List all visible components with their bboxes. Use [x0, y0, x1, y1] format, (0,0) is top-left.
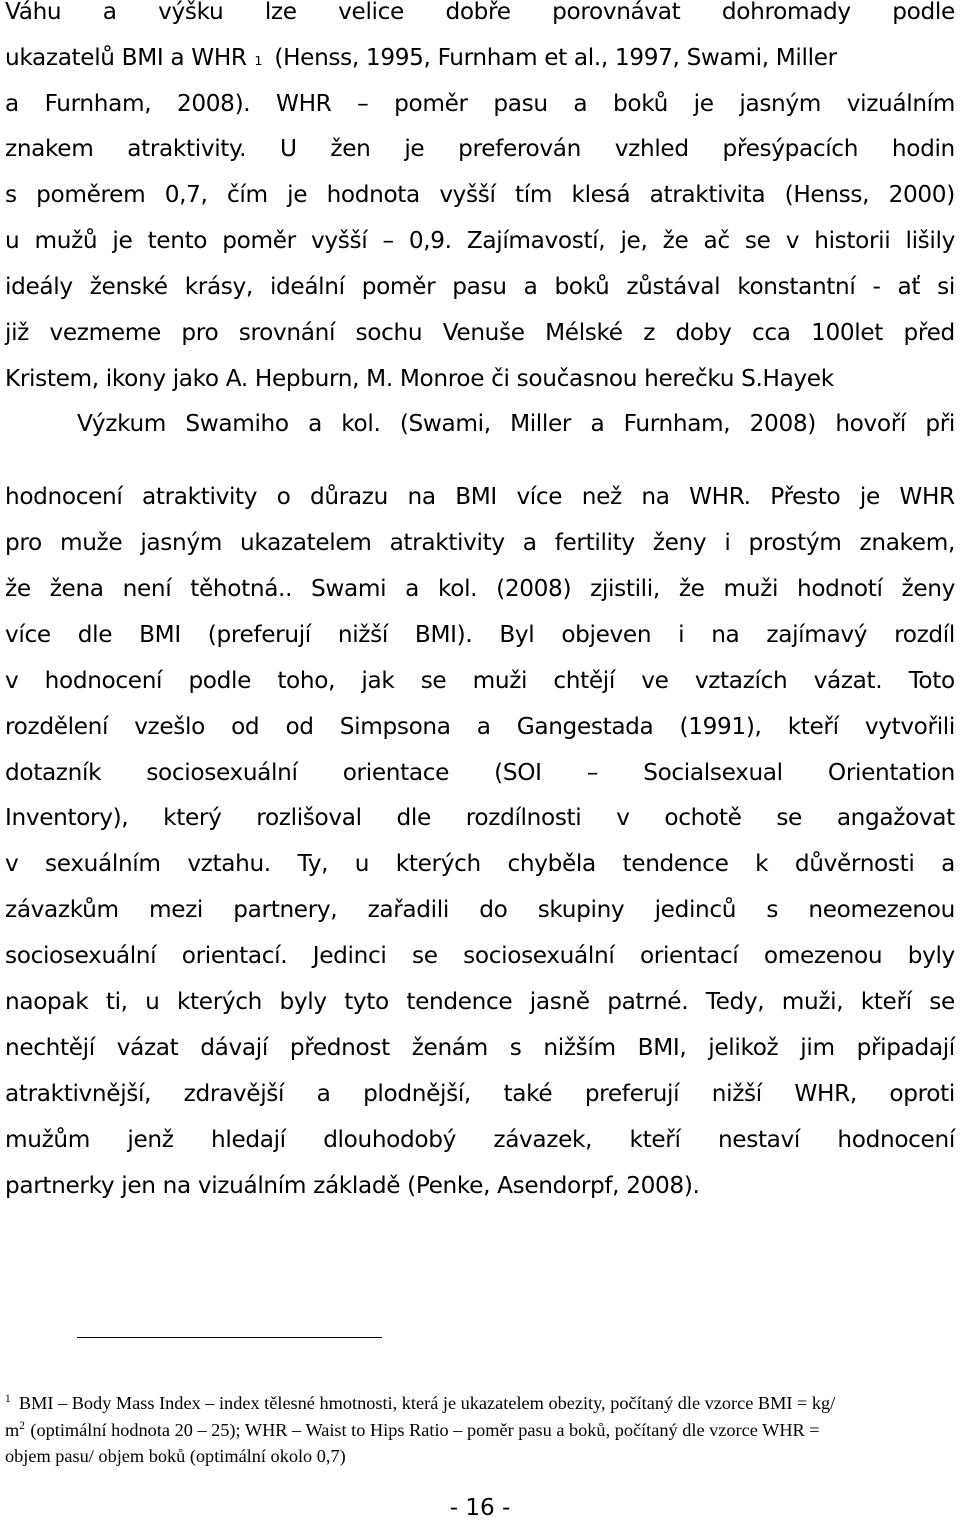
- word: si: [937, 273, 955, 300]
- word: sochu: [355, 319, 423, 346]
- word: a: [308, 410, 322, 437]
- word: jenž: [127, 1126, 174, 1153]
- word: vezmeme: [49, 319, 161, 346]
- word: omezenou: [763, 942, 883, 969]
- word: neomezenou: [808, 896, 955, 923]
- word: než: [581, 483, 622, 510]
- word: zajímavý: [766, 621, 868, 648]
- text-line: [5, 893, 955, 927]
- word: při: [925, 410, 955, 437]
- text-line: [5, 756, 955, 790]
- text-line: Kristem, ikony jako A. Hepburn, M. Monroe či současnou herečku S.Hayek: [5, 365, 834, 392]
- word: 2000): [888, 181, 955, 208]
- word: na: [407, 483, 436, 510]
- word: o: [276, 483, 291, 510]
- word: hodin: [891, 135, 955, 162]
- word: –: [357, 90, 369, 117]
- word: nestaví: [717, 1126, 801, 1153]
- word: toho,: [277, 667, 336, 694]
- word: těhotná..: [190, 575, 293, 602]
- text-segment: ukazatelů BMI a WHR: [5, 44, 247, 71]
- word: chtějí: [553, 667, 615, 694]
- word: srovnání: [238, 319, 336, 346]
- word: ať: [897, 273, 921, 300]
- word: sociosexuální: [5, 942, 157, 969]
- text-line: [5, 939, 955, 973]
- word: jasně: [529, 988, 590, 1015]
- word: se: [412, 942, 438, 969]
- word: vázat: [116, 1034, 179, 1061]
- word: je,: [620, 227, 648, 254]
- text-line: [5, 316, 955, 350]
- word: podle: [188, 667, 252, 694]
- word: nižší: [711, 1080, 762, 1107]
- word: znakem,: [859, 529, 955, 556]
- word: závazkům: [5, 896, 119, 923]
- word: nechtějí: [5, 1034, 95, 1061]
- text-line: [5, 572, 955, 606]
- word: v: [616, 804, 630, 831]
- word: sociosexuální: [463, 942, 615, 969]
- word: u: [354, 850, 370, 877]
- word: mezi: [148, 896, 204, 923]
- page-number: - 16 -: [449, 1495, 511, 1521]
- word: objeven: [561, 621, 652, 648]
- word: Jedinci: [312, 942, 387, 969]
- word: tento: [147, 227, 208, 254]
- word: zjistili,: [590, 575, 660, 602]
- word: se: [929, 988, 955, 1015]
- footnote-segment: [5, 1418, 820, 1442]
- word: se: [744, 227, 771, 254]
- footnote-line: objem pasu/ objem boků (optimální okolo 0,7): [5, 1446, 346, 1466]
- word: u: [5, 227, 20, 254]
- word: zařadili: [367, 896, 449, 923]
- word: hodnocení: [44, 667, 163, 694]
- word: přesýpacích: [722, 135, 859, 162]
- word: a: [316, 1080, 331, 1107]
- word: BMI).: [414, 621, 473, 648]
- word: na: [711, 621, 740, 648]
- word: v: [785, 227, 800, 254]
- word: pasu: [452, 273, 507, 300]
- word: ženy: [652, 529, 707, 556]
- word: Výzkum: [77, 410, 167, 437]
- word: a: [5, 90, 19, 117]
- word: s: [5, 181, 17, 208]
- word: cca: [751, 319, 791, 346]
- footnote-line: [5, 1418, 955, 1442]
- word: sociosexuální: [146, 759, 298, 786]
- word: muži: [723, 575, 779, 602]
- word: Gangestada: [516, 713, 654, 740]
- word: a: [405, 575, 420, 602]
- word: Swami: [311, 575, 387, 602]
- word: Furnham,: [44, 90, 152, 117]
- word: nižším: [543, 1034, 616, 1061]
- word: z: [643, 319, 656, 346]
- word: do: [479, 896, 508, 923]
- word: ti,: [105, 988, 128, 1015]
- word: kterých: [395, 850, 481, 877]
- word: kterých: [176, 988, 263, 1015]
- word: rozlišoval: [256, 804, 362, 831]
- word: porovnávat: [552, 0, 681, 25]
- footnote-text: m: [5, 1420, 20, 1440]
- word: Váhu: [5, 0, 62, 25]
- word: orientace: [342, 759, 450, 786]
- word: u: [145, 988, 160, 1015]
- word: sexuálním: [45, 850, 161, 877]
- word: od: [285, 713, 314, 740]
- word: důrazu: [310, 483, 388, 510]
- word: že: [5, 575, 31, 602]
- word: poměrem: [36, 181, 146, 208]
- word: WHR,: [794, 1080, 857, 1107]
- word: závazek,: [493, 1126, 593, 1153]
- word: jim: [800, 1034, 835, 1061]
- word: angažovat: [836, 804, 955, 831]
- word: 2008): [749, 410, 816, 437]
- word: WHR: [276, 90, 332, 117]
- word: s: [766, 896, 779, 923]
- word: jak: [361, 667, 395, 694]
- word: fertility: [554, 529, 635, 556]
- word: –: [382, 227, 394, 254]
- word: je: [287, 181, 308, 208]
- word: 0,9.: [408, 227, 452, 254]
- word: muži,: [781, 988, 844, 1015]
- word: hodnocení: [837, 1126, 955, 1153]
- word: poměr: [222, 227, 296, 254]
- word: partnery,: [233, 896, 338, 923]
- footnote-line: [5, 1391, 955, 1415]
- word: že: [662, 227, 689, 254]
- word: zůstával: [626, 273, 721, 300]
- word: skupiny: [537, 896, 625, 923]
- footnote-superscript: 2: [19, 1419, 25, 1432]
- word: dle: [396, 804, 431, 831]
- word: oproti: [889, 1080, 955, 1107]
- text-line: [5, 132, 955, 166]
- word: WHR.: [689, 483, 751, 510]
- word: i: [678, 621, 685, 648]
- word: chyběla: [507, 850, 596, 877]
- word: Venuše: [442, 319, 525, 346]
- word: BMI: [455, 483, 497, 510]
- word: důvěrnosti: [794, 850, 915, 877]
- word: není: [122, 575, 172, 602]
- word: 2008).: [176, 90, 251, 117]
- footnote-text: (optimální hodnota 20 – 25); WHR – Waist to Hips Ratio – poměr pasu a boků, počítaný dle vzorce WHR =: [30, 1420, 820, 1440]
- word: muže: [59, 529, 123, 556]
- word: více: [516, 483, 563, 510]
- word: -: [872, 273, 881, 300]
- word: boků: [613, 90, 668, 117]
- text-line: [5, 1123, 955, 1157]
- word: konstantní: [737, 273, 856, 300]
- word: (Henss,: [784, 181, 870, 208]
- word: 100let: [811, 319, 884, 346]
- word: preferují: [584, 1080, 680, 1107]
- word: hodnotí: [797, 575, 883, 602]
- word: dávají: [200, 1034, 268, 1061]
- text-line: [5, 178, 955, 212]
- word: se: [776, 804, 802, 831]
- word: i: [724, 529, 731, 556]
- word: hovoří: [835, 410, 906, 437]
- word: vztazích: [694, 667, 788, 694]
- word: lišily: [905, 227, 955, 254]
- word: pro: [181, 319, 219, 346]
- word: a: [590, 410, 605, 437]
- word: je: [693, 90, 714, 117]
- word: Zajímavostí,: [466, 227, 606, 254]
- word: jelikož: [708, 1034, 779, 1061]
- word: Simpsona: [339, 713, 451, 740]
- word: že: [678, 575, 705, 602]
- word: vzešlo: [134, 713, 205, 740]
- word: pasu: [493, 90, 548, 117]
- word: je: [404, 135, 425, 162]
- word: vázat.: [813, 667, 883, 694]
- word: (2008): [496, 575, 572, 602]
- word: pro: [5, 529, 42, 556]
- text-line: [5, 480, 955, 514]
- word: a: [941, 850, 955, 877]
- word: orientací.: [181, 942, 288, 969]
- word: hodnocení: [5, 483, 123, 510]
- word: více: [5, 621, 51, 648]
- text-segment: (Henss, 1995, Furnham et al., 1997, Swami, Miller: [274, 44, 837, 71]
- word: vytvořili: [864, 713, 955, 740]
- text-line: [5, 1077, 955, 1111]
- word: poměr: [361, 273, 436, 300]
- word: Toto: [908, 667, 955, 694]
- word: Orientation: [827, 759, 955, 786]
- word: Furnham,: [623, 410, 731, 437]
- word: kteří: [629, 1126, 681, 1153]
- word: kteří: [860, 988, 912, 1015]
- word: boků: [554, 273, 610, 300]
- word: ženy: [901, 575, 955, 602]
- word: lze: [264, 0, 297, 25]
- word: také: [503, 1080, 553, 1107]
- word: se: [420, 667, 447, 694]
- word: Swamiho: [185, 410, 289, 437]
- text-line: [5, 801, 955, 835]
- word: poměr: [394, 90, 468, 117]
- word: rozdílnosti: [465, 804, 582, 831]
- footnote-segment: [5, 1391, 835, 1415]
- text-line: [5, 0, 955, 29]
- word: byly: [907, 942, 955, 969]
- word: atraktivita: [649, 181, 766, 208]
- word: atraktivnější,: [5, 1080, 152, 1107]
- word: mužům: [5, 1126, 90, 1153]
- word: hledají: [211, 1126, 286, 1153]
- word: připadají: [856, 1034, 955, 1061]
- word: Byl: [499, 621, 535, 648]
- word: ženské: [89, 273, 168, 300]
- text-line: partnerky jen na vizuálním základě (Penke, Asendorpf, 2008).: [5, 1172, 700, 1199]
- word: kteří: [787, 713, 839, 740]
- word: ideální: [269, 273, 345, 300]
- word: (Swami,: [399, 410, 491, 437]
- word: žen: [330, 135, 371, 162]
- word: klesá: [571, 181, 631, 208]
- word: BMI: [139, 621, 181, 648]
- word: atraktivity: [142, 483, 258, 510]
- word: WHR: [899, 483, 955, 510]
- word: Mélské: [545, 319, 623, 346]
- word: od: [231, 713, 260, 740]
- word: znakem: [5, 135, 94, 162]
- word: hodnota: [326, 181, 420, 208]
- word: velice: [338, 0, 404, 25]
- word: zdravější: [183, 1080, 285, 1107]
- word: tím: [515, 181, 553, 208]
- word: žena: [49, 575, 104, 602]
- word: dohromady: [721, 0, 851, 25]
- word: ideály: [5, 273, 73, 300]
- text-line: ukazatelů BMI a WHR 1 (Henss, 1995, Furnham et al., 1997, Swami, Miller: [5, 41, 955, 75]
- word: rozdíl: [894, 621, 955, 648]
- word: v: [5, 667, 19, 694]
- word: Inventory),: [5, 804, 129, 831]
- word: –: [586, 759, 599, 786]
- word: nižší: [337, 621, 388, 648]
- word: vztahu.: [187, 850, 271, 877]
- text-line: [5, 847, 955, 881]
- word: Tedy,: [705, 988, 765, 1015]
- word: je: [112, 227, 133, 254]
- text-line: [77, 407, 955, 441]
- word: orientací: [639, 942, 739, 969]
- word: Socialsexual: [643, 759, 783, 786]
- word: jasným: [140, 529, 222, 556]
- footnote-marker: 1: [5, 1392, 11, 1405]
- word: historii: [814, 227, 891, 254]
- word: tendence: [406, 988, 513, 1015]
- word: vyšší: [439, 181, 496, 208]
- word: mužů: [34, 227, 98, 254]
- word: a: [523, 273, 538, 300]
- word: ve: [641, 667, 669, 694]
- word: patrné.: [607, 988, 689, 1015]
- word: v: [5, 850, 19, 877]
- word: vyšší: [310, 227, 368, 254]
- text-line: [5, 224, 955, 258]
- word: 0,7,: [164, 181, 208, 208]
- word: (1991),: [679, 713, 762, 740]
- word: doby: [675, 319, 732, 346]
- word: ač: [703, 227, 730, 254]
- word: naopak: [5, 988, 89, 1015]
- text-line: [5, 1031, 955, 1065]
- word: výšku: [158, 0, 224, 25]
- word: vizuálním: [846, 90, 955, 117]
- word: byly: [279, 988, 327, 1015]
- text-line: [5, 710, 955, 744]
- word: čím: [227, 181, 268, 208]
- word: preferován: [458, 135, 581, 162]
- word: muži: [472, 667, 528, 694]
- word: BMI,: [637, 1034, 687, 1061]
- word: jedinců: [654, 896, 737, 923]
- word: s: [509, 1034, 522, 1061]
- word: a: [522, 529, 537, 556]
- word: je: [859, 483, 880, 510]
- word: atraktivity: [389, 529, 505, 556]
- text-line: [5, 526, 955, 560]
- word: ženám: [411, 1034, 488, 1061]
- word: a: [476, 713, 491, 740]
- word: Ty,: [297, 850, 329, 877]
- text-line: [5, 618, 955, 652]
- word: dobře: [445, 0, 511, 25]
- word: a: [102, 0, 117, 25]
- text-line: [5, 664, 955, 698]
- footnote-text: BMI – Body Mass Index – index tělesné hmotnosti, která je ukazatelem obezity, počítaný dle vzorce BMI = kg/: [18, 1393, 836, 1413]
- word: atraktivity.: [127, 135, 247, 162]
- word: dotazník: [5, 759, 102, 786]
- word: (preferují: [207, 621, 311, 648]
- word: a: [573, 90, 588, 117]
- word: tyto: [344, 988, 389, 1015]
- word: kol.: [341, 410, 381, 437]
- word: jasným: [739, 90, 822, 117]
- word: ochotě: [664, 804, 742, 831]
- word: již: [5, 319, 30, 346]
- word: Miller: [510, 410, 572, 437]
- word: tendence: [622, 850, 729, 877]
- text-line: [5, 985, 955, 1019]
- word: (SOI: [494, 759, 542, 786]
- word: podle: [892, 0, 955, 25]
- word: plodnější,: [363, 1080, 471, 1107]
- word: prostým: [748, 529, 842, 556]
- word: U: [279, 135, 297, 162]
- word: rozdělení: [5, 713, 109, 740]
- word: přednost: [289, 1034, 390, 1061]
- word: kol.: [437, 575, 478, 602]
- word: před: [903, 319, 955, 346]
- word: dle: [77, 621, 113, 648]
- word: vzhled: [614, 135, 689, 162]
- word: na: [641, 483, 670, 510]
- footnote-separator: [77, 1337, 382, 1338]
- word: ukazatelem: [240, 529, 372, 556]
- word: který: [163, 804, 222, 831]
- word: k: [755, 850, 769, 877]
- word: Přesto: [770, 483, 841, 510]
- text-line: [5, 270, 955, 304]
- word: dlouhodobý: [323, 1126, 456, 1153]
- word: krásy,: [184, 273, 253, 300]
- text-line: [5, 87, 955, 121]
